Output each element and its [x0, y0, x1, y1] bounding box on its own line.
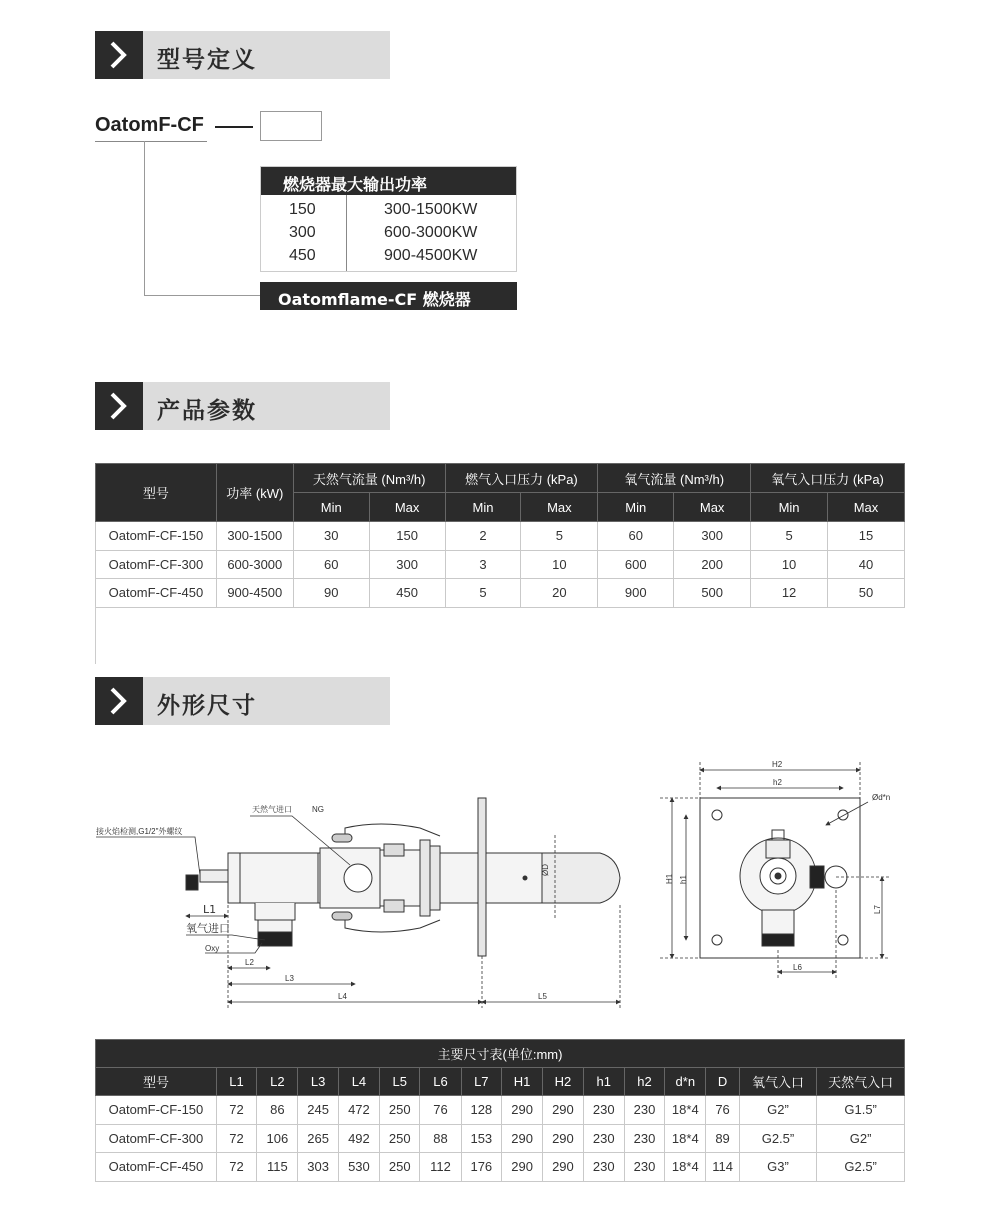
label-H1: H1 — [665, 873, 674, 884]
model-code: OatomF-CF — [95, 114, 204, 136]
code-box — [260, 111, 322, 141]
th-L7: L7 — [461, 1068, 501, 1096]
th-gas-pressure: 燃气入口压力 (kPa) — [445, 464, 598, 493]
label-dn: Ød*n — [872, 793, 891, 802]
section-title: 外形尺寸 — [157, 693, 257, 719]
section-header-model — [95, 31, 390, 79]
power-card — [260, 166, 517, 272]
divider — [95, 606, 96, 664]
table-row: OatomF-CF-150 72 86 245 472 250 76 128 290 290 230 230 18*4 76 G2” G1.5” — [96, 1096, 905, 1125]
label-flame-detect: 接火焰检测,G1/2"外螺纹 — [96, 827, 183, 836]
dimension-drawing — [0, 740, 1000, 1030]
th-max: Max — [674, 493, 751, 522]
th-ng-flow: 天然气流量 (Nm³/h) — [293, 464, 445, 493]
th-model: 型号 — [96, 464, 217, 522]
label-D: ØD — [541, 864, 550, 876]
label-h1: h1 — [679, 875, 688, 884]
bracket-line — [144, 141, 260, 296]
th-min: Min — [293, 493, 369, 522]
label-oxy: Oxy — [205, 944, 220, 953]
power-row: 450 900-4500KW — [289, 247, 478, 264]
section-title: 产品参数 — [157, 398, 257, 424]
label-h2: h2 — [773, 778, 782, 787]
th-L1: L1 — [216, 1068, 256, 1096]
table-row: OatomF-CF-300 600-3000 60 300 3 10 600 200 10 40 — [96, 550, 905, 579]
power-row: 150 300-1500KW — [289, 201, 478, 218]
product-name-bar: Oatomflame-CF 燃烧器 — [260, 282, 517, 310]
th-L3: L3 — [298, 1068, 338, 1096]
th-min: Min — [598, 493, 674, 522]
label-L3: L3 — [285, 974, 294, 983]
th-model: 型号 — [96, 1068, 217, 1096]
th-H2: H2 — [543, 1068, 583, 1096]
th-o2-pressure: 氧气入口压力 (kPa) — [751, 464, 905, 493]
th-max: Max — [369, 493, 445, 522]
section-header-params — [95, 382, 390, 430]
th-H1: H1 — [501, 1068, 542, 1096]
th-h2: h2 — [624, 1068, 664, 1096]
label-L1: L1 — [203, 903, 217, 916]
table-row: OatomF-CF-450 900-4500 90 450 5 20 900 500 12 50 — [96, 579, 905, 608]
label-L2: L2 — [245, 958, 254, 967]
dims-caption: 主要尺寸表(单位:mm) — [96, 1040, 905, 1068]
th-L6: L6 — [420, 1068, 461, 1096]
th-min: Min — [445, 493, 521, 522]
label-L6: L6 — [793, 963, 802, 972]
label-L7: L7 — [873, 905, 882, 914]
chevron-right-icon — [95, 677, 143, 725]
section-title: 型号定义 — [157, 47, 257, 73]
th-max: Max — [828, 493, 905, 522]
dims-table — [95, 1039, 905, 1182]
table-row: OatomF-CF-300 72 106 265 492 250 88 153 290 290 230 230 18*4 89 G2.5” G2” — [96, 1124, 905, 1153]
front-view — [700, 798, 860, 958]
label-L4: L4 — [338, 992, 347, 1001]
section-header-dims — [95, 677, 390, 725]
label-L5: L5 — [538, 992, 547, 1001]
th-ng-inlet: 天然气入口 — [817, 1068, 905, 1096]
th-power: 功率 (kW) — [216, 464, 293, 522]
power-row: 300 600-3000KW — [289, 224, 478, 241]
th-L5: L5 — [380, 1068, 420, 1096]
label-ng: NG — [312, 805, 324, 814]
chevron-right-icon — [95, 31, 143, 79]
th-h1: h1 — [583, 1068, 624, 1096]
th-L2: L2 — [257, 1068, 298, 1096]
label-o2-inlet: 氧气进口 — [186, 922, 230, 935]
table-row: OatomF-CF-450 72 115 303 530 250 112 176 290 290 230 230 18*4 114 G3” G2.5” — [96, 1153, 905, 1182]
th-D: D — [706, 1068, 739, 1096]
th-o2-inlet: 氧气入口 — [739, 1068, 817, 1096]
params-table — [95, 463, 905, 608]
th-dn: d*n — [665, 1068, 706, 1096]
th-min: Min — [751, 493, 828, 522]
label-H2: H2 — [772, 760, 783, 769]
side-dimension-lines — [96, 816, 620, 1008]
label-ng-inlet: 天然气进口 — [252, 805, 292, 814]
chevron-right-icon — [95, 382, 143, 430]
code-dash — [215, 126, 253, 128]
th-max: Max — [521, 493, 598, 522]
th-L4: L4 — [338, 1068, 379, 1096]
table-row: OatomF-CF-150 300-1500 30 150 2 5 60 300 5 15 — [96, 522, 905, 551]
th-o2-flow: 氧气流量 (Nm³/h) — [598, 464, 751, 493]
power-card-header: 燃烧器最大输出功率 — [261, 167, 516, 195]
